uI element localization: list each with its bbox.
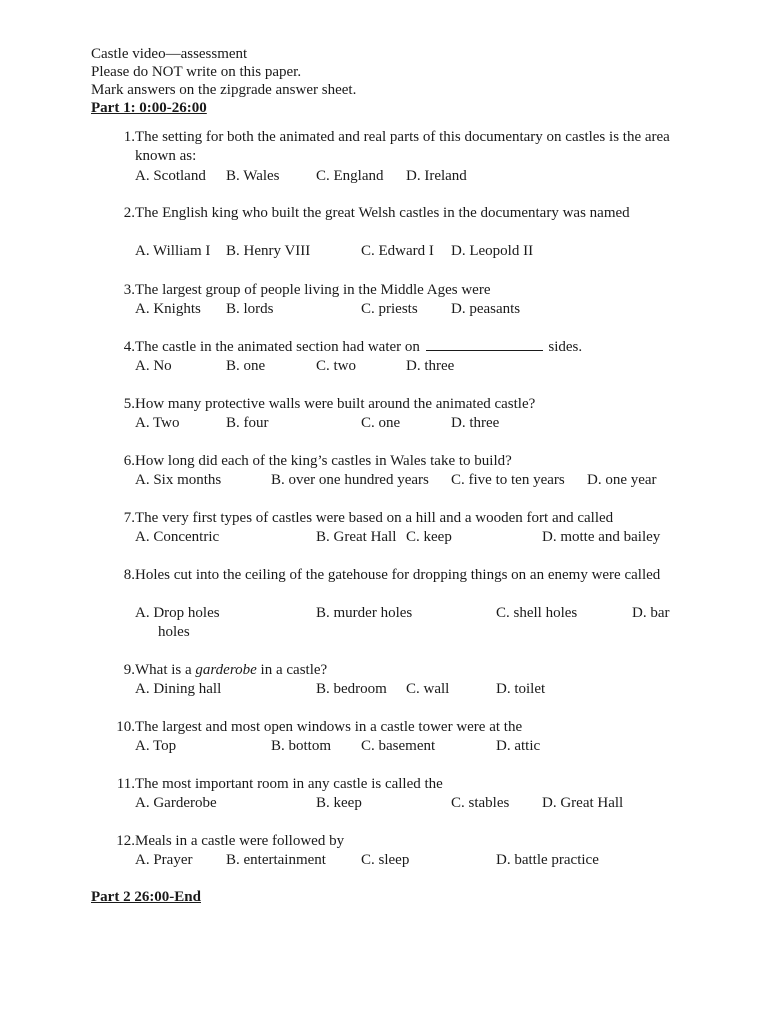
- option-d: D. battle practice: [496, 852, 599, 868]
- option-d: D. attic: [496, 738, 541, 754]
- option-b: B. entertainment: [226, 852, 326, 868]
- question-text: [135, 338, 680, 357]
- option-b: B. lords: [226, 301, 274, 317]
- option-a: A. Scotland: [135, 168, 206, 184]
- question-number: 11.: [116, 776, 135, 792]
- question-text: Meals in a castle were followed by: [135, 833, 345, 849]
- instruction-no-writing: Please do NOT write on this paper.: [91, 64, 302, 80]
- option-c: C. stables: [451, 795, 510, 811]
- question-text: Holes cut into the ceiling of the gatehouse for dropping things on an enemy were called: [135, 567, 661, 583]
- answer-options: [135, 851, 691, 870]
- question-number: 1.: [123, 129, 135, 145]
- option-c: C. wall: [406, 681, 450, 697]
- question-number: 4.: [123, 339, 135, 355]
- option-a: A. Two: [135, 415, 180, 431]
- option-d: D. three: [406, 358, 455, 374]
- question-number: 9.: [123, 662, 135, 678]
- question-text: How many protective walls were built around the animated castle?: [135, 396, 536, 412]
- option-d: D. bar: [632, 605, 670, 621]
- answer-options: [135, 737, 691, 756]
- option-b: B. bottom: [271, 738, 332, 754]
- option-c: C. Edward I: [361, 243, 434, 259]
- question-text-before: What is a: [135, 662, 192, 678]
- question-number: 10.: [116, 719, 135, 735]
- question-number: 7.: [123, 510, 135, 526]
- question-number: 5.: [123, 396, 135, 412]
- option-d: D. Leopold II: [451, 243, 534, 259]
- question-text-before: The castle in the animated section had water on: [135, 339, 420, 355]
- option-a: A. Top: [135, 738, 177, 754]
- option-d-wrap: holes: [158, 624, 190, 640]
- question-text: How long did each of the king’s castles in Wales take to build?: [135, 453, 512, 469]
- option-a: A. Knights: [135, 301, 201, 317]
- instruction-answer-sheet: Mark answers on the zipgrade answer sheet.: [91, 82, 357, 98]
- answer-options: [135, 300, 691, 319]
- question-number: 3.: [123, 282, 135, 298]
- question-number: 12.: [116, 833, 135, 849]
- option-c: C. keep: [406, 529, 452, 545]
- option-c: C. sleep: [361, 852, 410, 868]
- option-c: C. shell holes: [496, 605, 578, 621]
- option-c: C. England: [316, 168, 384, 184]
- answer-options: [135, 604, 691, 623]
- option-a: A. Garderobe: [135, 795, 217, 811]
- option-a: A. Six months: [135, 472, 222, 488]
- question-text: The largest group of people living in the Middle Ages were: [135, 282, 491, 298]
- option-b: B. one: [226, 358, 266, 374]
- option-a: A. Concentric: [135, 529, 220, 545]
- part1-heading: Part 1: 0:00-26:00: [91, 100, 207, 116]
- answer-options: [135, 167, 691, 186]
- option-b: B. bedroom: [316, 681, 387, 697]
- option-d: D. three: [451, 415, 500, 431]
- option-a: A. No: [135, 358, 172, 374]
- option-a: A. Prayer: [135, 852, 193, 868]
- option-b: B. keep: [316, 795, 362, 811]
- question-text: The most important room in any castle is called the: [135, 776, 443, 792]
- question-number: 8.: [123, 567, 135, 583]
- question-text: The setting for both the animated and real parts of this documentary on castles is the area known as:: [135, 129, 670, 164]
- question-text: The largest and most open windows in a castle tower were at the: [135, 719, 523, 735]
- option-c: C. five to ten years: [451, 472, 565, 488]
- option-b: B. Henry VIII: [226, 243, 311, 259]
- part2-heading: Part 2 26:00-End: [91, 889, 201, 905]
- answer-options: [135, 471, 691, 490]
- option-b: B. murder holes: [316, 605, 413, 621]
- answer-options: [135, 680, 691, 699]
- question-text: The English king who built the great Welsh castles in the documentary was named: [135, 205, 630, 221]
- option-d: D. motte and bailey: [542, 529, 661, 545]
- answer-options: [135, 242, 691, 261]
- option-a: A. William I: [135, 243, 211, 259]
- option-d: D. peasants: [451, 301, 521, 317]
- option-b: B. over one hundred years: [271, 472, 429, 488]
- option-c: C. priests: [361, 301, 418, 317]
- document-title: Castle video—assessment: [91, 46, 248, 62]
- question-text-after: sides.: [548, 339, 583, 355]
- answer-options: [135, 357, 691, 376]
- option-c: C. one: [361, 415, 401, 431]
- term-garderobe: garderobe: [195, 662, 257, 678]
- question-text-after: in a castle?: [260, 662, 328, 678]
- option-d: D. one year: [587, 472, 657, 488]
- question-number: 6.: [123, 453, 135, 469]
- option-b: B. Great Hall: [316, 529, 397, 545]
- answer-options: [135, 528, 691, 547]
- question-number: 2.: [123, 205, 135, 221]
- fill-in-blank: [426, 338, 543, 351]
- answer-options: [135, 414, 691, 433]
- option-d: D. Great Hall: [542, 795, 624, 811]
- answer-options: [135, 794, 691, 813]
- question-text: The very first types of castles were based on a hill and a wooden fort and called: [135, 510, 614, 526]
- option-c: C. basement: [361, 738, 436, 754]
- question-text: [135, 661, 680, 680]
- option-a: A. Dining hall: [135, 681, 222, 697]
- option-b: B. Wales: [226, 168, 280, 184]
- option-d: D. toilet: [496, 681, 546, 697]
- option-a: A. Drop holes: [135, 605, 220, 621]
- option-b: B. four: [226, 415, 269, 431]
- option-d: D. Ireland: [406, 168, 467, 184]
- option-c: C. two: [316, 358, 357, 374]
